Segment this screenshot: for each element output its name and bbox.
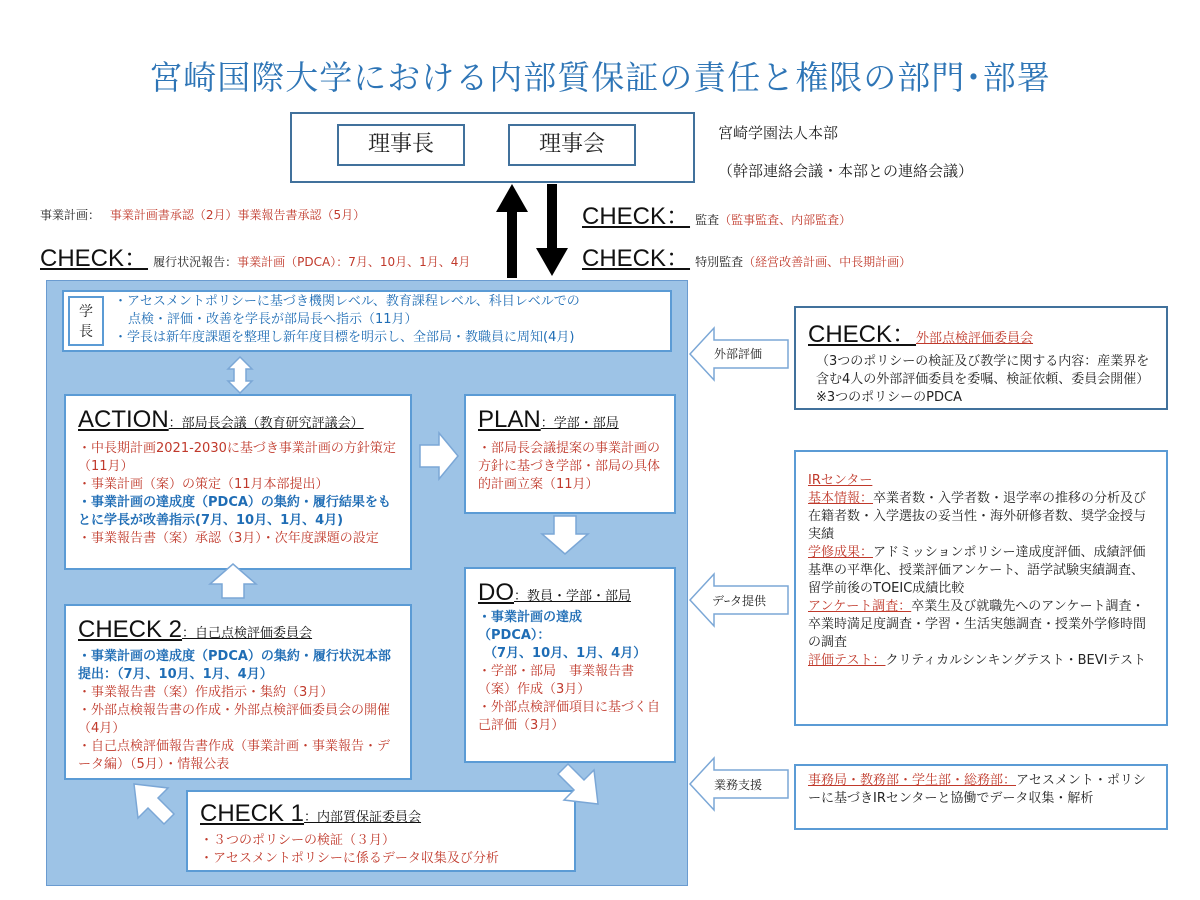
up-arrow — [496, 184, 528, 278]
board-box — [508, 124, 636, 166]
hq-name: 宮崎学園法人本部 — [718, 124, 839, 142]
admin-content — [808, 772, 1154, 808]
check2-sub: ：自己点検評価委員会 — [182, 626, 313, 641]
ir-test-key: 評価テスト： — [808, 653, 886, 668]
president-line-1: ・アセスメントポリシーに基づき機関レベル、教育課程レベル、科目レベルでの — [114, 294, 580, 309]
flow-arrows — [46, 280, 688, 886]
plan-head: PLAN — [478, 406, 541, 433]
external-heading — [808, 314, 1156, 349]
plan-approval — [40, 206, 365, 223]
do-sub: ：教員・学部・部局 — [514, 589, 632, 604]
performance-report — [40, 238, 470, 273]
down-arrow-plan-do — [542, 516, 588, 554]
admin-box — [794, 764, 1168, 830]
diag-arrow-do-check1 — [558, 764, 598, 804]
plan-approval-label: 事業計画： — [40, 208, 101, 222]
page-title: 宮崎国際大学における内部質保証の責任と権限の部門･部署 — [149, 58, 1051, 97]
ir-survey-val: 卒業生及び就職先へのアンケート調査・卒業時満足度調査・学習・生活実態調査・授業外学修時間の調査 — [808, 599, 1147, 650]
ir-survey-key: アンケート調査： — [808, 599, 912, 614]
external-eval-arrow-label: 外部評価 — [714, 347, 763, 361]
admin-key: 事務局・教務部・学生部・総務部： — [808, 773, 1017, 788]
do-item-b3: （7月、10月、1月、4月） — [484, 646, 647, 661]
special-audit-check — [582, 238, 911, 273]
ir-basic-key: 基本情報： — [808, 491, 874, 506]
do-item-b1: ・事業計画の達成 — [478, 610, 583, 625]
plan-approval-text: 事業計画書承認（2月）事業報告書承認（5月） — [109, 208, 366, 222]
diag-arrow-check1-check2 — [134, 784, 174, 824]
action-item-4: ・事業報告書（案）承認（3月）・次年度課題の設定 — [78, 531, 379, 546]
action-head: ACTION — [78, 406, 169, 433]
check-label: CHECK： — [40, 245, 149, 272]
performance-report-text: 事業計画（PDCA）：7月、10月、1月、4月 — [237, 255, 471, 269]
audit-check — [582, 196, 851, 231]
action-sub: ：部局長会議（教育研究評議会） — [168, 416, 364, 431]
support-arrow-label: 業務支援 — [714, 778, 763, 792]
check2-item-r2: ・外部点検報告書の作成・外部点検評価委員会の開催（4月） — [78, 703, 391, 736]
action-item-2: ・事業計画（案）の策定（11月本部提出） — [78, 477, 329, 492]
check1-item-2: ・アセスメントポリシーに係るデータ収集及び分析 — [200, 851, 499, 866]
audit-check-label: CHECK： — [582, 203, 691, 230]
ir-test-val: クリティカルシンキングテスト・BEVIテスト — [885, 653, 1146, 668]
ir-outcome — [808, 544, 1154, 598]
ir-survey — [808, 598, 1154, 652]
check1-item-1: ・３つのポリシーの検証（３月） — [200, 833, 396, 848]
check1-head: CHECK 1 — [200, 800, 305, 827]
hq-meeting: （幹部連絡会議・本部との連絡会議） — [718, 162, 974, 180]
up-down-arrows — [492, 180, 572, 280]
president-label: 学長 — [79, 304, 93, 340]
check2-item-b1: ・事業計画の達成度（PDCA）の集約・履行状況本部提出：（7月、10月、1月、4月） — [78, 649, 391, 682]
external-head: CHECK： — [808, 321, 917, 348]
data-provide-arrow-label: デｰタ提供 — [712, 594, 767, 608]
check2-head: CHECK 2 — [78, 616, 183, 643]
president-line-2: 点検・評価・改善を学長が部局長へ指示（11月） — [128, 312, 418, 327]
ir-title: IRセンター — [808, 473, 873, 488]
updown-arrow-president — [228, 357, 252, 393]
special-audit-prefix: 特別監査 — [695, 255, 744, 269]
president-line-3: ・学長は新年度課題を整理し新年度目標を明示し、全部局・教職員に周知(4月) — [114, 330, 575, 345]
chairman-label: 理事長 — [367, 132, 434, 157]
down-arrow — [536, 184, 568, 276]
right-arrow-action-plan — [420, 433, 458, 479]
do-item-r1: ・学部・部局 事業報告書（案）作成（3月） — [478, 664, 635, 697]
audit-text: （監事監査、内部監査） — [719, 213, 852, 227]
action-item-3: ・事業計画の達成度（PDCA）の集約・履行結果をもとに学長が改善指示(7月、10月、1月、4月) — [78, 495, 391, 528]
do-head: DO — [478, 579, 514, 606]
do-item-r2: ・外部点検評価項目に基づく自己評価（3月） — [478, 700, 661, 733]
check1-sub: ：内部質保証委員会 — [304, 810, 422, 825]
action-item-1: ・中長期計画2021-2030に基づき事業計画の方針策定（11月） — [78, 441, 396, 474]
do-item-b2: （PDCA）： — [478, 628, 551, 643]
check2-item-r3: ・自己点検評価報告書作成（事業計画・事業報告・データ編）（5月）・情報公表 — [78, 739, 391, 772]
performance-report-prefix: 履行状況報告： — [153, 255, 238, 269]
chairman-box — [337, 124, 465, 166]
ir-outcome-key: 学修成果： — [808, 545, 874, 560]
special-audit-text: （経営改善計画、中長期計画） — [743, 255, 912, 269]
external-box — [794, 306, 1168, 410]
ir-outcome-val: アドミッションポリシー達成度評価、成績評価基準の平準化、授業評価アンケート、語学試験実績調査、留学前後のTOEIC成績比較 — [808, 545, 1146, 596]
ir-box — [794, 450, 1168, 726]
ir-test — [808, 652, 1154, 670]
board-label: 理事会 — [538, 132, 605, 157]
audit-prefix: 監査 — [695, 213, 720, 227]
external-sub: 外部点検評価委員会 — [916, 331, 1034, 346]
up-arrow-check2-action — [210, 564, 256, 598]
special-audit-label: CHECK： — [582, 245, 691, 272]
check2-item-r1: ・事業報告書（案）作成指示・集約（3月） — [78, 685, 334, 700]
admin-val: アセスメント・ポリシーに基づきIRセンターと協働でデータ収集・解析 — [808, 773, 1146, 806]
plan-sub: ：学部・部局 — [540, 416, 619, 431]
ir-basic-val: 卒業者数・入学者数・退学率の推移の分析及び在籍者数・入学選抜の妥当性・海外研修者数、奨学金授与実績 — [808, 491, 1147, 542]
ir-basic — [808, 491, 1146, 542]
external-text: （3つのポリシーの検証及び教学に関する内容：産業界を含む4人の外部評価委員を委嘱、検証依頼、委員会開催） ※3つのポリシーのPDCA — [816, 354, 1169, 405]
plan-text: ・部局長会議提案の事業計画の方針に基づき学部・部局の具体的計画立案（11月） — [478, 441, 661, 492]
ir-content — [808, 472, 1154, 670]
